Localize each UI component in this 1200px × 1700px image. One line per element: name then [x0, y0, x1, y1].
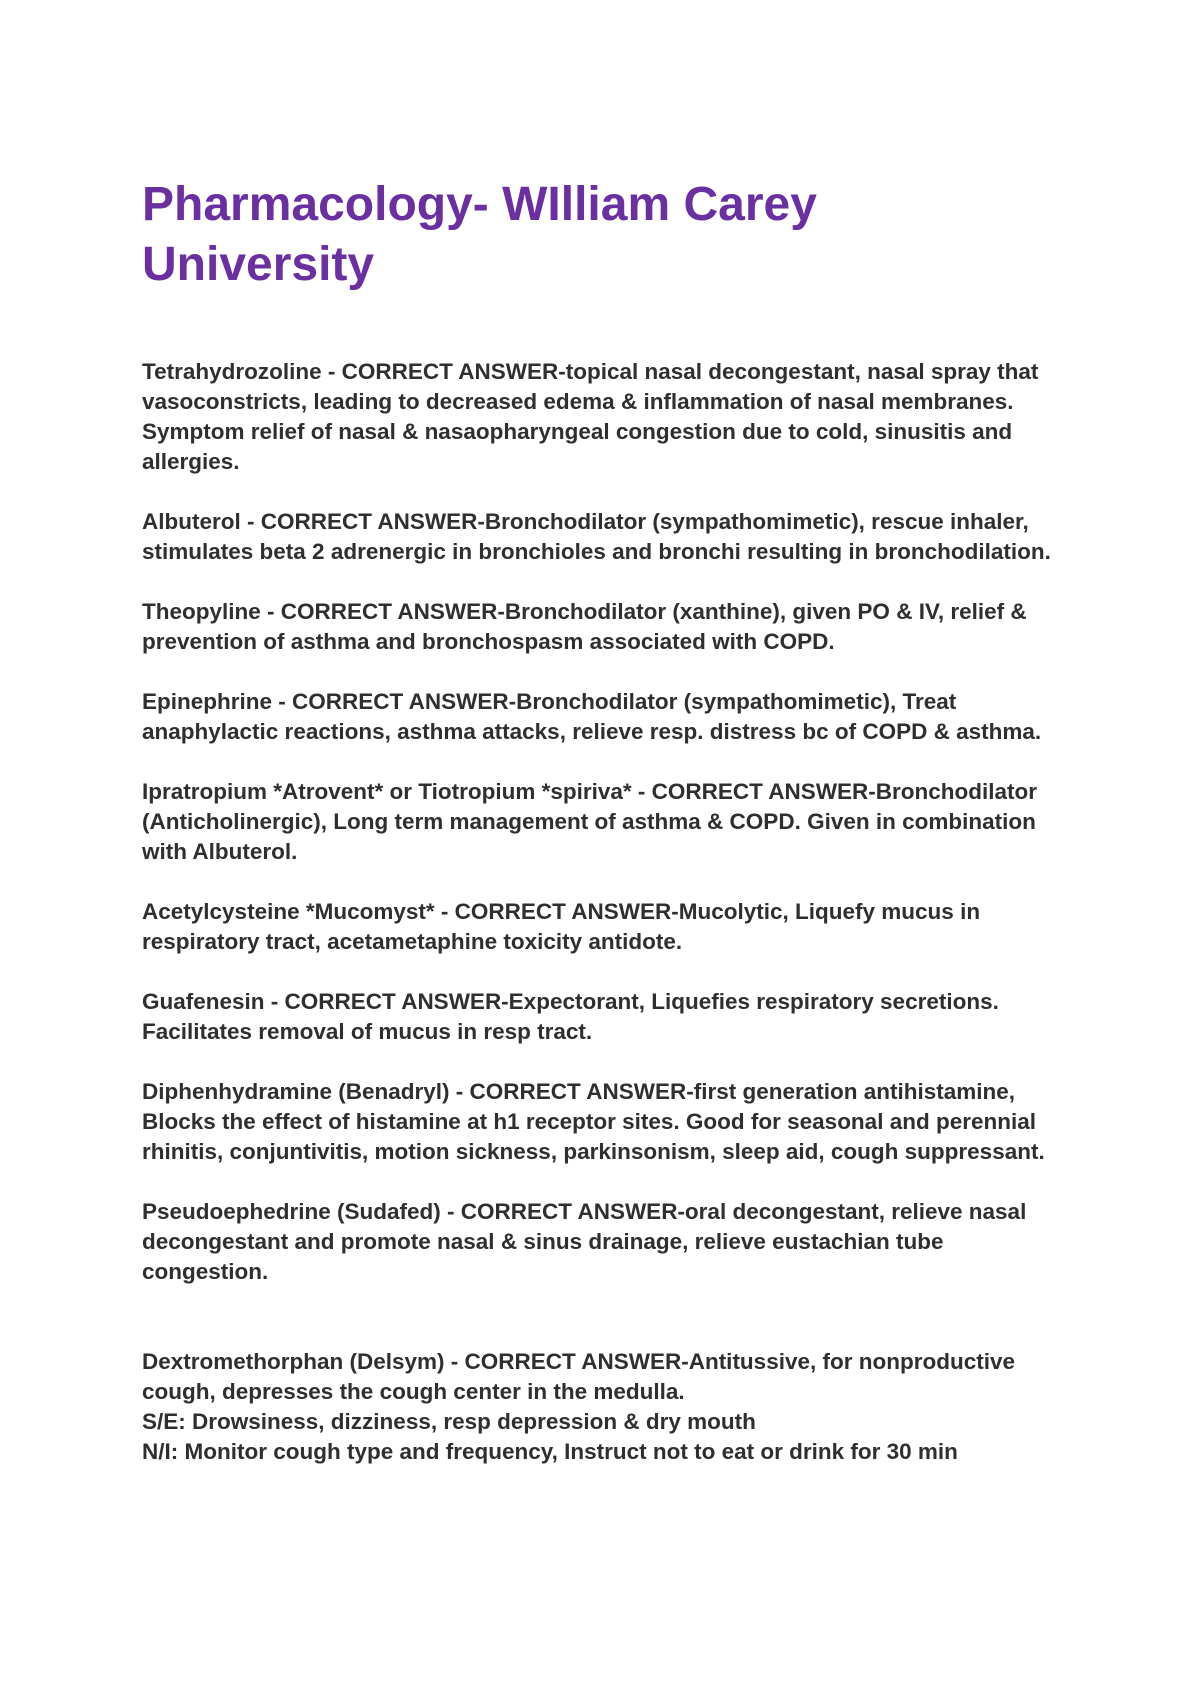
dextromethorphan-nursing-interventions: N/I: Monitor cough type and frequency, Instruct not to eat or drink for 30 min: [142, 1439, 958, 1464]
flashcard-entry-guafenesin: Guafenesin - CORRECT ANSWER-Expectorant, Liquefies respiratory secretions. Facilitates removal of mucus in resp tract.: [142, 989, 999, 1044]
flashcard-entry-tetrahydrozoline: Tetrahydrozoline - CORRECT ANSWER-topical nasal decongestant, nasal spray that vasoconstricts, leading to decreased edema & inflammation of nasal membranes. Symptom relief of nasal & nasaopharyngeal congestion due to cold, sinusitis and allergies.: [142, 359, 1039, 474]
flashcard-entry-dextromethorphan: [142, 1347, 1072, 1467]
flashcard-entry-albuterol: Albuterol - CORRECT ANSWER-Bronchodilator (sympathomimetic), rescue inhaler, stimulates beta 2 adrenergic in bronchioles and bronchi resulting in bronchodilation.: [142, 509, 1051, 564]
dextromethorphan-description: Dextromethorphan (Delsym) - CORRECT ANSWER-Antitussive, for nonproductive cough, depresses the cough center in the medulla.: [142, 1349, 1015, 1404]
dextromethorphan-side-effects: S/E: Drowsiness, dizziness, resp depression & dry mouth: [142, 1409, 756, 1434]
flashcard-entry-diphenhydramine: Diphenhydramine (Benadryl) - CORRECT ANSWER-first generation antihistamine, Blocks the effect of histamine at h1 receptor sites. Good for seasonal and perennial rhinitis, conjuntivitis, motion sickness, parkinsonism, sleep aid, cough suppressant.: [142, 1079, 1045, 1164]
flashcard-entry-ipratropium: Ipratropium *Atrovent* or Tiotropium *spiriva* - CORRECT ANSWER-Bronchodilator (Anticholinergic), Long term management of asthma & COPD. Given in combination with Albuterol.: [142, 779, 1038, 864]
document-page: [142, 175, 1072, 1497]
flashcard-entry-acetylcysteine: Acetylcysteine *Mucomyst* - CORRECT ANSWER-Mucolytic, Liquefy mucus in respiratory tract, acetametaphine toxicity antidote.: [142, 899, 981, 954]
flashcard-entry-pseudoephedrine: Pseudoephedrine (Sudafed) - CORRECT ANSWER-oral decongestant, relieve nasal decongestant and promote nasal & sinus drainage, relieve eustachian tube congestion.: [142, 1199, 1027, 1284]
document-title: Pharmacology- WIlliam Carey University: [142, 178, 817, 291]
flashcard-entry-epinephrine: Epinephrine - CORRECT ANSWER-Bronchodilator (sympathomimetic), Treat anaphylactic reactions, asthma attacks, relieve resp. distress bc of COPD & asthma.: [142, 689, 1042, 744]
flashcard-list: [142, 357, 1072, 1467]
flashcard-entry-theopyline: Theopyline - CORRECT ANSWER-Bronchodilator (xanthine), given PO & IV, relief & prevention of asthma and bronchospasm associated with COPD.: [142, 599, 1027, 654]
